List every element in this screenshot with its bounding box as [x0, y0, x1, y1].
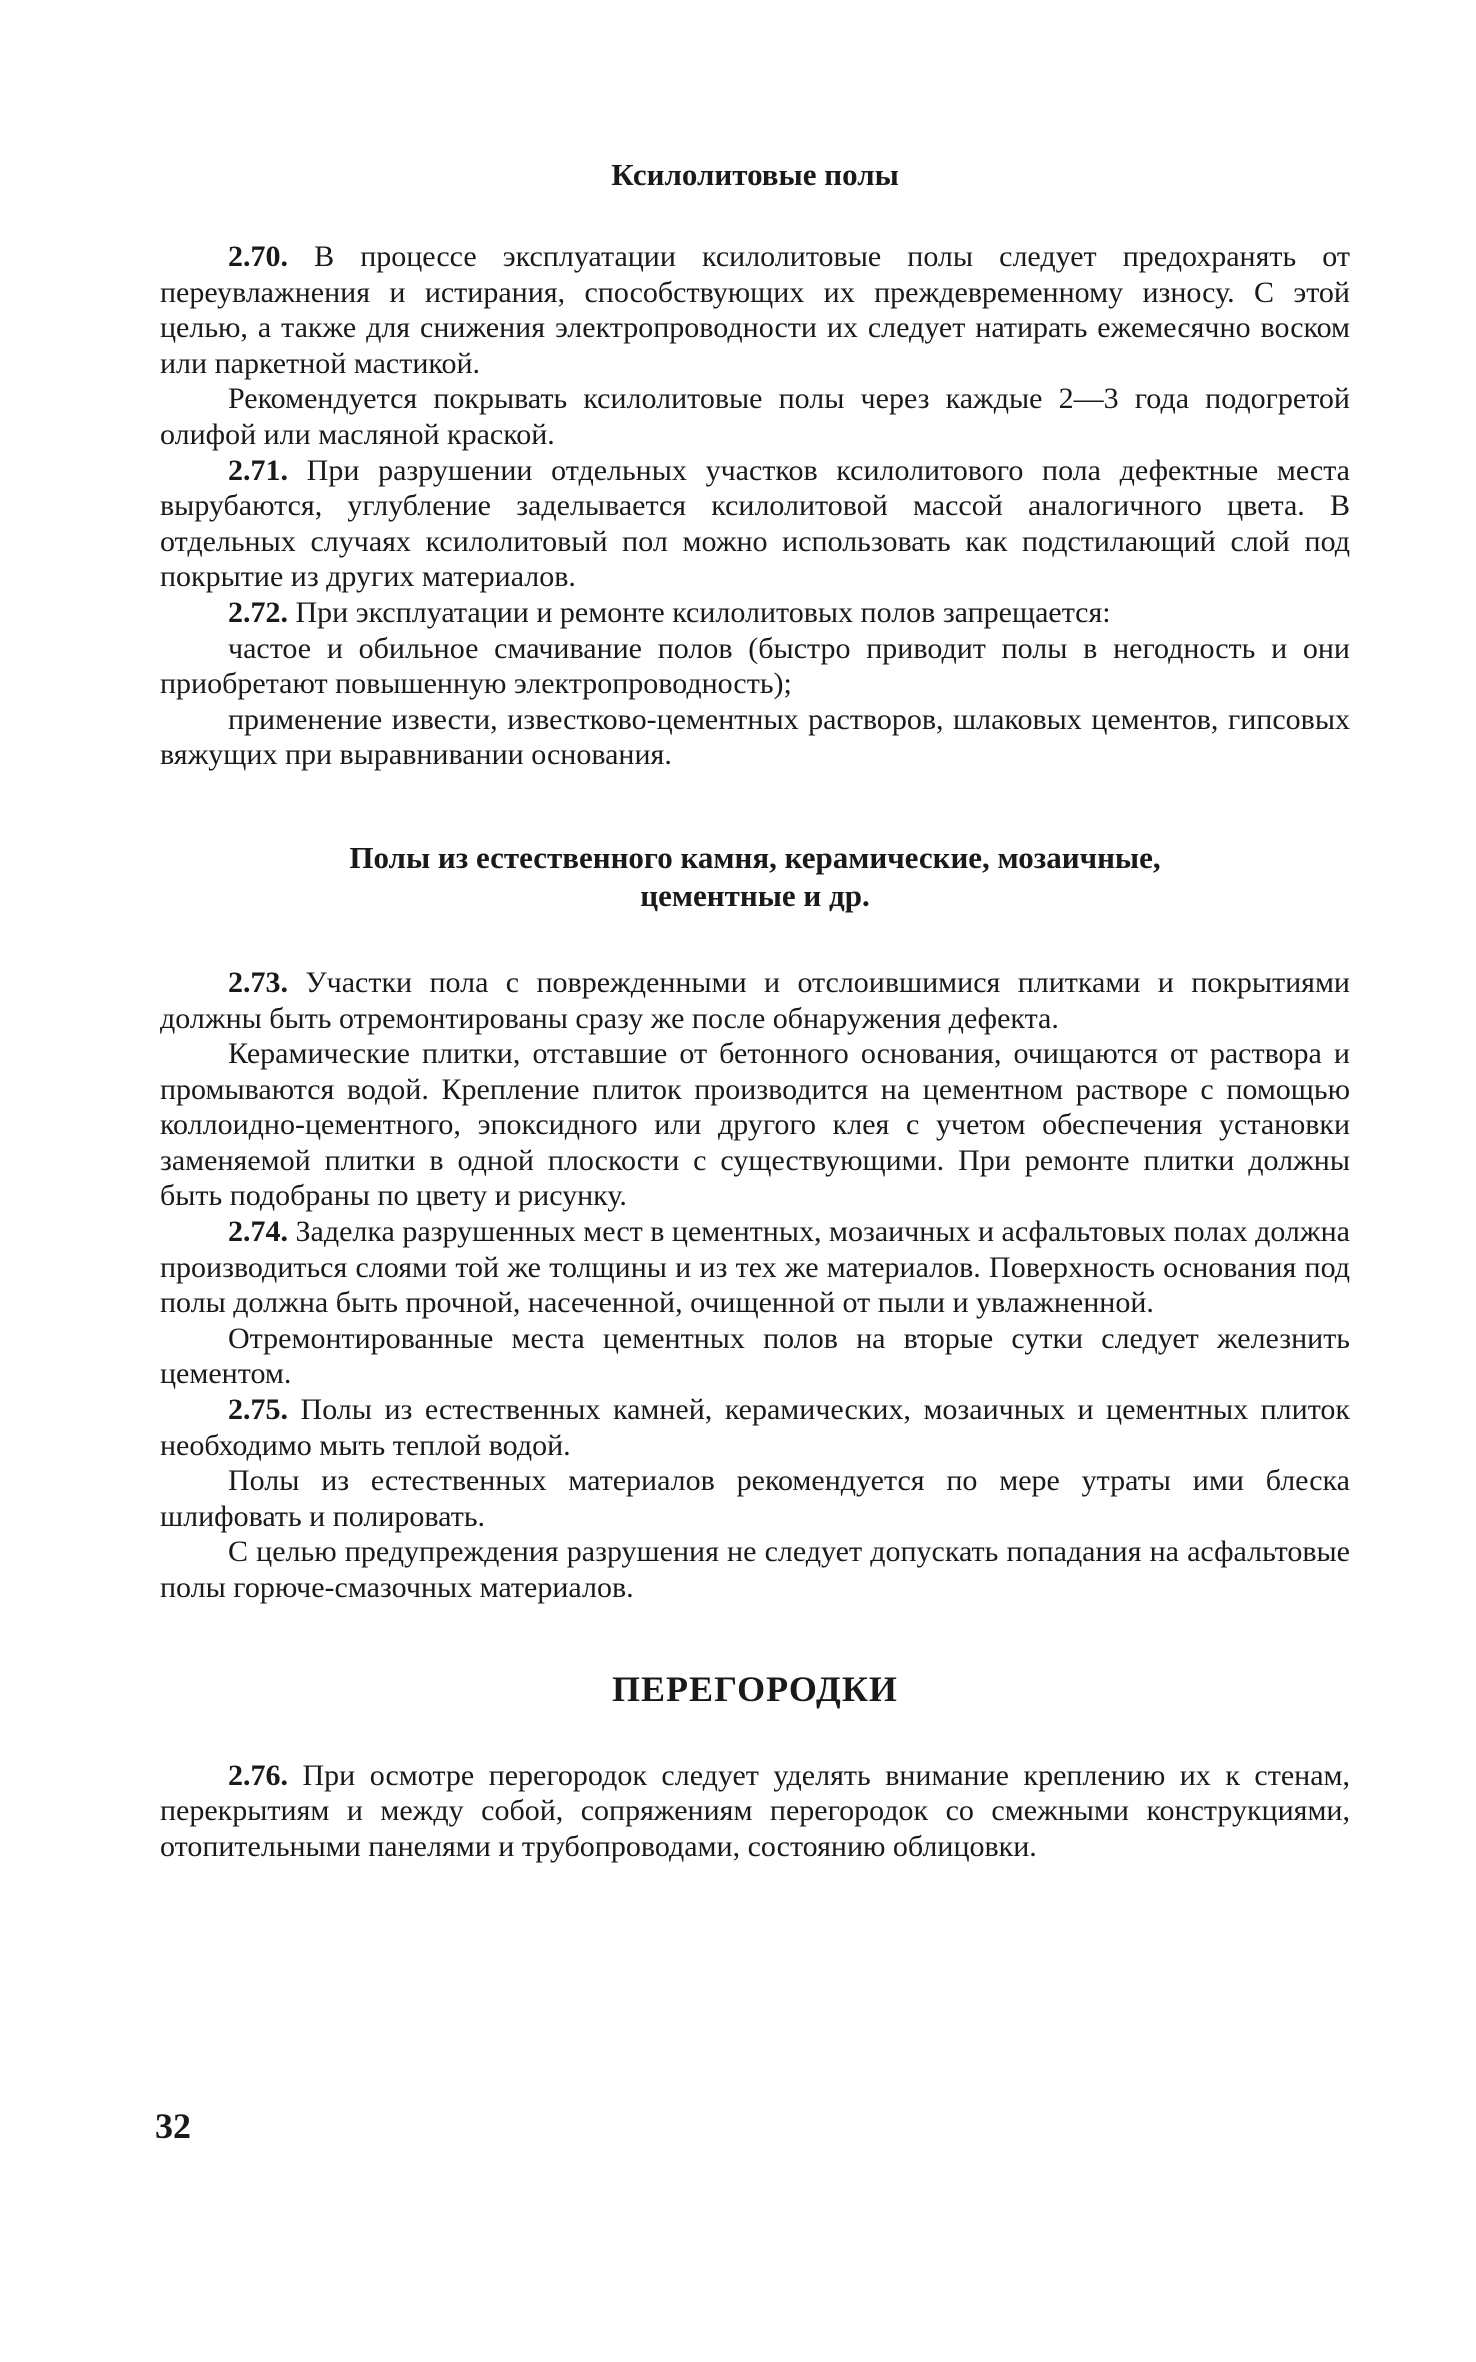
chapter-title-partitions: ПЕРЕГОРОДКИ [612, 1668, 898, 1709]
paragraph-text: При эксплуатации и ремонте ксилолитовых полов запрещается: [288, 595, 1111, 629]
paragraph [160, 381, 1350, 452]
paragraph-2-71 [160, 453, 1350, 595]
paragraph-text: Участки пола с поврежденными и отслоившимися плитками и покрытиями должны быть отремонтированы сразу же после обнаружения дефекта. [160, 965, 1350, 1035]
paragraph-2-75 [160, 1392, 1350, 1463]
paragraph-text: применение извести, известково-цементных растворов, шлаковых цементов, гипсовых вяжущих при выравнивании основания. [160, 702, 1350, 772]
paragraph-number: 2.70. [228, 240, 288, 273]
paragraph-text: Отремонтированные места цементных полов на вторые сутки следует железнить цементом. [160, 1321, 1350, 1391]
section1-body [160, 239, 1350, 773]
section-heading-xylolite: Ксилолитовые полы [611, 157, 899, 192]
section-heading-stone-floors [160, 839, 1350, 915]
paragraph-text: В процессе эксплуатации ксилолитовые полы следует предохранять от переувлажнения и истирания, способствующих их преждевременному износу. С этой целью, а также для снижения электропроводности их следует натирать ежемесячно воском или паркетной мастикой. [160, 240, 1350, 380]
paragraph-2-76 [160, 1758, 1350, 1865]
paragraph-number: 2.72. [228, 595, 288, 629]
paragraph-text: При осмотре перегородок следует уделять внимание креплению их к стенам, перекрытиям и между собой, сопряжениям перегородок со смежными конструкциями, отопительными панелями и трубопроводами, состоянию облицовки. [160, 1758, 1350, 1863]
paragraph-2-74 [160, 1214, 1350, 1321]
paragraph-text: Полы из естественных материалов рекомендуется по мере утраты ими блеска шлифовать и полировать. [160, 1464, 1350, 1533]
paragraph-text: частое и обильное смачивание полов (быстро приводит полы в негодность и они приобретают повышенную электропроводность); [160, 631, 1350, 701]
paragraph-number: 2.75. [228, 1393, 288, 1427]
paragraph-2-72 [160, 595, 1350, 631]
paragraph-text: Заделка разрушенных мест в цементных, мозаичных и асфальтовых полах должна производиться слоями той же толщины и из тех же материалов. Поверхность основания под полы должна быть прочной, насеченной, очищенной от пыли и увлажненной. [160, 1215, 1350, 1320]
document-page [160, 140, 1350, 1864]
paragraph-text: Керамические плитки, отставшие от бетонного основания, очищаются от раствора и промываются водой. Крепление плиток производится на цементном растворе с помощью коллоидно-цементного, эпоксидного или другого клея с учетом обеспечения установки заменяемой плитки в одной плоскости с существующими. При ремонте плитки должны быть подобраны по цвету и рисунку. [160, 1037, 1350, 1213]
paragraph-2-70 [160, 239, 1350, 381]
paragraph-number: 2.73. [228, 965, 288, 999]
paragraph [160, 1463, 1350, 1534]
paragraph-text: С целью предупреждения разрушения не следует допускать попадания на асфальтовые полы горюче-смазочных материалов. [160, 1535, 1350, 1604]
page-number: 32 [155, 2106, 191, 2146]
paragraph [160, 1321, 1350, 1392]
section3-body [160, 1758, 1350, 1865]
paragraph-text: При разрушении отдельных участков ксилолитового пола дефектные места вырубаются, углубление заделывается ксилолитовой массой аналогичного цвета. В отдельных случаях ксилолитовый пол можно использовать как подстилающий слой под покрытие из других материалов. [160, 453, 1350, 594]
paragraph-number: 2.71. [228, 453, 288, 487]
heading-line: цементные и др. [640, 877, 870, 913]
paragraph-number: 2.74. [228, 1215, 288, 1249]
paragraph-text: Рекомендуется покрывать ксилолитовые полы через каждые 2—3 года подогретой олифой или масляной краской. [160, 382, 1350, 451]
section2-body [160, 965, 1350, 1606]
paragraph [160, 631, 1350, 702]
paragraph-2-73 [160, 965, 1350, 1036]
paragraph [160, 1534, 1350, 1605]
paragraph-number: 2.76. [228, 1758, 288, 1792]
paragraph-text: Полы из естественных камней, керамических, мозаичных и цементных плиток необходимо мыть теплой водой. [160, 1393, 1350, 1462]
paragraph [160, 1036, 1350, 1214]
heading-line: Полы из естественного камня, керамические, мозаичные, [349, 839, 1161, 875]
paragraph [160, 702, 1350, 773]
